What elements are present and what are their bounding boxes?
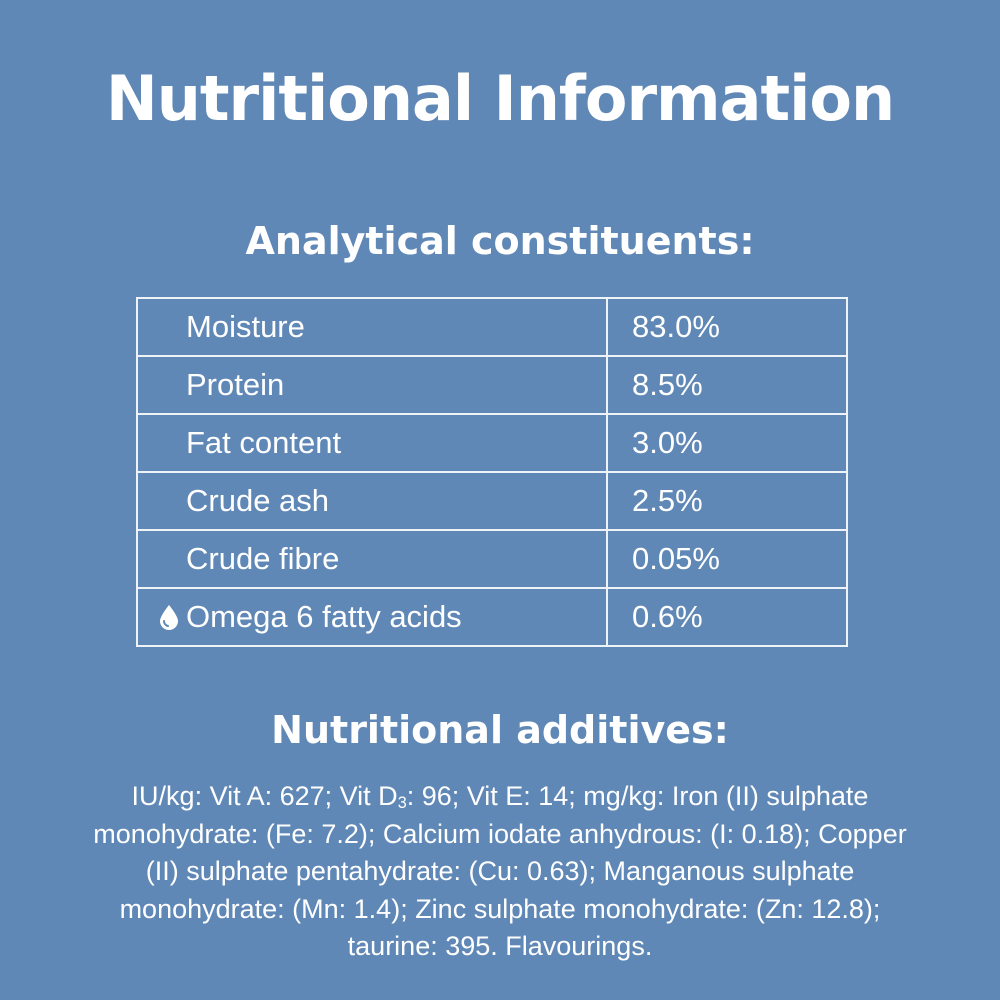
constituent-value: 3.0% — [607, 414, 847, 472]
constituent-name: Protein — [137, 356, 607, 414]
constituent-value: 8.5% — [607, 356, 847, 414]
water-drop-icon — [158, 604, 180, 630]
table-row — [137, 414, 847, 472]
additives-text-part: : 96; Vit E: 14; mg/kg: Iron (II) sulphate monohydrate: (Fe: 7.2); Calcium iodate anhydrous: (I: 0.18); Copper (II) sulphate pentahydrate: (Cu: 0.63); Manganous sulphate monohydrate: (Mn: 1.4); Zinc sulphate monohydrate: (Zn: 12.8); taurine: 395. Flavourings. — [93, 781, 907, 961]
constituent-name-with-icon — [137, 588, 607, 646]
additives-text-part: IU/kg: Vit A: 627; Vit D — [131, 781, 398, 811]
table-row — [137, 356, 847, 414]
analytical-constituents-table — [136, 297, 848, 647]
table-row — [137, 588, 847, 646]
constituent-value: 83.0% — [607, 298, 847, 356]
constituent-name: Omega 6 fatty acids — [186, 599, 462, 634]
table-row — [137, 298, 847, 356]
analytical-constituents-heading: Analytical constituents: — [245, 219, 755, 263]
constituent-name: Crude fibre — [137, 530, 607, 588]
additives-subscript: 3 — [397, 794, 407, 813]
constituent-name: Crude ash — [137, 472, 607, 530]
constituent-value: 0.05% — [607, 530, 847, 588]
page-title: Nutritional Information — [105, 62, 895, 135]
nutritional-additives-heading: Nutritional additives: — [271, 708, 729, 752]
nutritional-additives-text — [80, 778, 920, 966]
table-row — [137, 472, 847, 530]
constituent-name: Moisture — [137, 298, 607, 356]
constituent-name: Fat content — [137, 414, 607, 472]
constituent-value: 0.6% — [607, 588, 847, 646]
constituent-value: 2.5% — [607, 472, 847, 530]
table-row — [137, 530, 847, 588]
